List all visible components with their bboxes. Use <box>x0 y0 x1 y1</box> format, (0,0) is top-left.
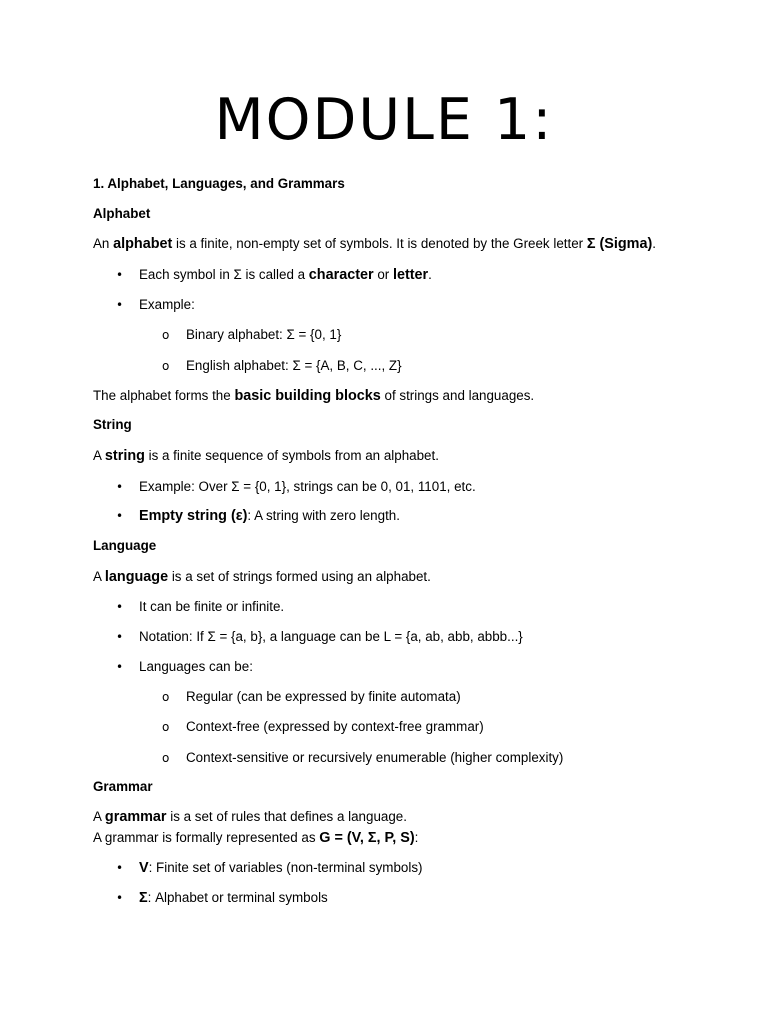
sub-bullet-marker: o <box>162 690 170 704</box>
alphabet-sub-english: English alphabet: Σ = {A, B, C, ..., Z} <box>186 358 402 373</box>
bullet-marker: • <box>116 630 124 644</box>
language-bullet-notation: Notation: If Σ = {a, b}, a language can be L = {a, ab, abb, abbb...} <box>139 629 523 644</box>
language-sub-context-free: Context-free (expressed by context-free grammar) <box>186 719 484 734</box>
bullet-marker: • <box>116 480 124 494</box>
alphabet-bullet-character: Each symbol in Σ is called a character or letter. <box>139 267 432 283</box>
language-sub-regular: Regular (can be expressed by finite automata) <box>186 689 461 704</box>
section-heading: 1. Alphabet, Languages, and Grammars <box>93 176 345 191</box>
sub-bullet-marker: o <box>162 359 170 373</box>
grammar-intro: A grammar is a set of rules that defines a language. <box>93 809 407 825</box>
grammar-bullet-v: V: Finite set of variables (non-terminal symbols) <box>139 860 423 876</box>
page-title: MODULE 1: <box>214 87 554 153</box>
alphabet-bullet-example: Example: <box>139 297 195 312</box>
sub-bullet-marker: o <box>162 328 170 342</box>
bullet-marker: • <box>116 509 124 523</box>
language-bullet-finite: It can be finite or infinite. <box>139 599 285 614</box>
grammar-formal: A grammar is formally represented as G = (V, Σ, P, S): <box>93 830 419 846</box>
grammar-heading: Grammar <box>93 779 153 794</box>
string-heading: String <box>93 417 132 432</box>
string-bullet-example: Example: Over Σ = {0, 1}, strings can be 0, 01, 1101, etc. <box>139 479 476 494</box>
string-intro: A string is a finite sequence of symbols from an alphabet. <box>93 448 439 464</box>
alphabet-intro: An alphabet is a finite, non-empty set of symbols. It is denoted by the Greek letter Σ (Sigma). <box>93 236 656 252</box>
alphabet-heading: Alphabet <box>93 206 151 221</box>
bullet-marker: • <box>116 660 124 674</box>
string-bullet-empty: Empty string (ε): A string with zero length. <box>139 508 400 524</box>
alphabet-closing: The alphabet forms the basic building blocks of strings and languages. <box>93 388 535 404</box>
language-bullet-types: Languages can be: <box>139 659 253 674</box>
language-heading: Language <box>93 538 157 553</box>
bullet-marker: • <box>116 600 124 614</box>
bullet-marker: • <box>116 861 124 875</box>
sub-bullet-marker: o <box>162 751 170 765</box>
language-intro: A language is a set of strings formed using an alphabet. <box>93 569 431 585</box>
sub-bullet-marker: o <box>162 720 170 734</box>
grammar-bullet-sigma: Σ: Alphabet or terminal symbols <box>139 890 328 906</box>
bullet-marker: • <box>116 268 124 282</box>
bullet-marker: • <box>116 298 124 312</box>
language-sub-context-sensitive: Context-sensitive or recursively enumerable (higher complexity) <box>186 750 564 765</box>
bullet-marker: • <box>116 891 124 905</box>
alphabet-sub-binary: Binary alphabet: Σ = {0, 1} <box>186 327 342 342</box>
